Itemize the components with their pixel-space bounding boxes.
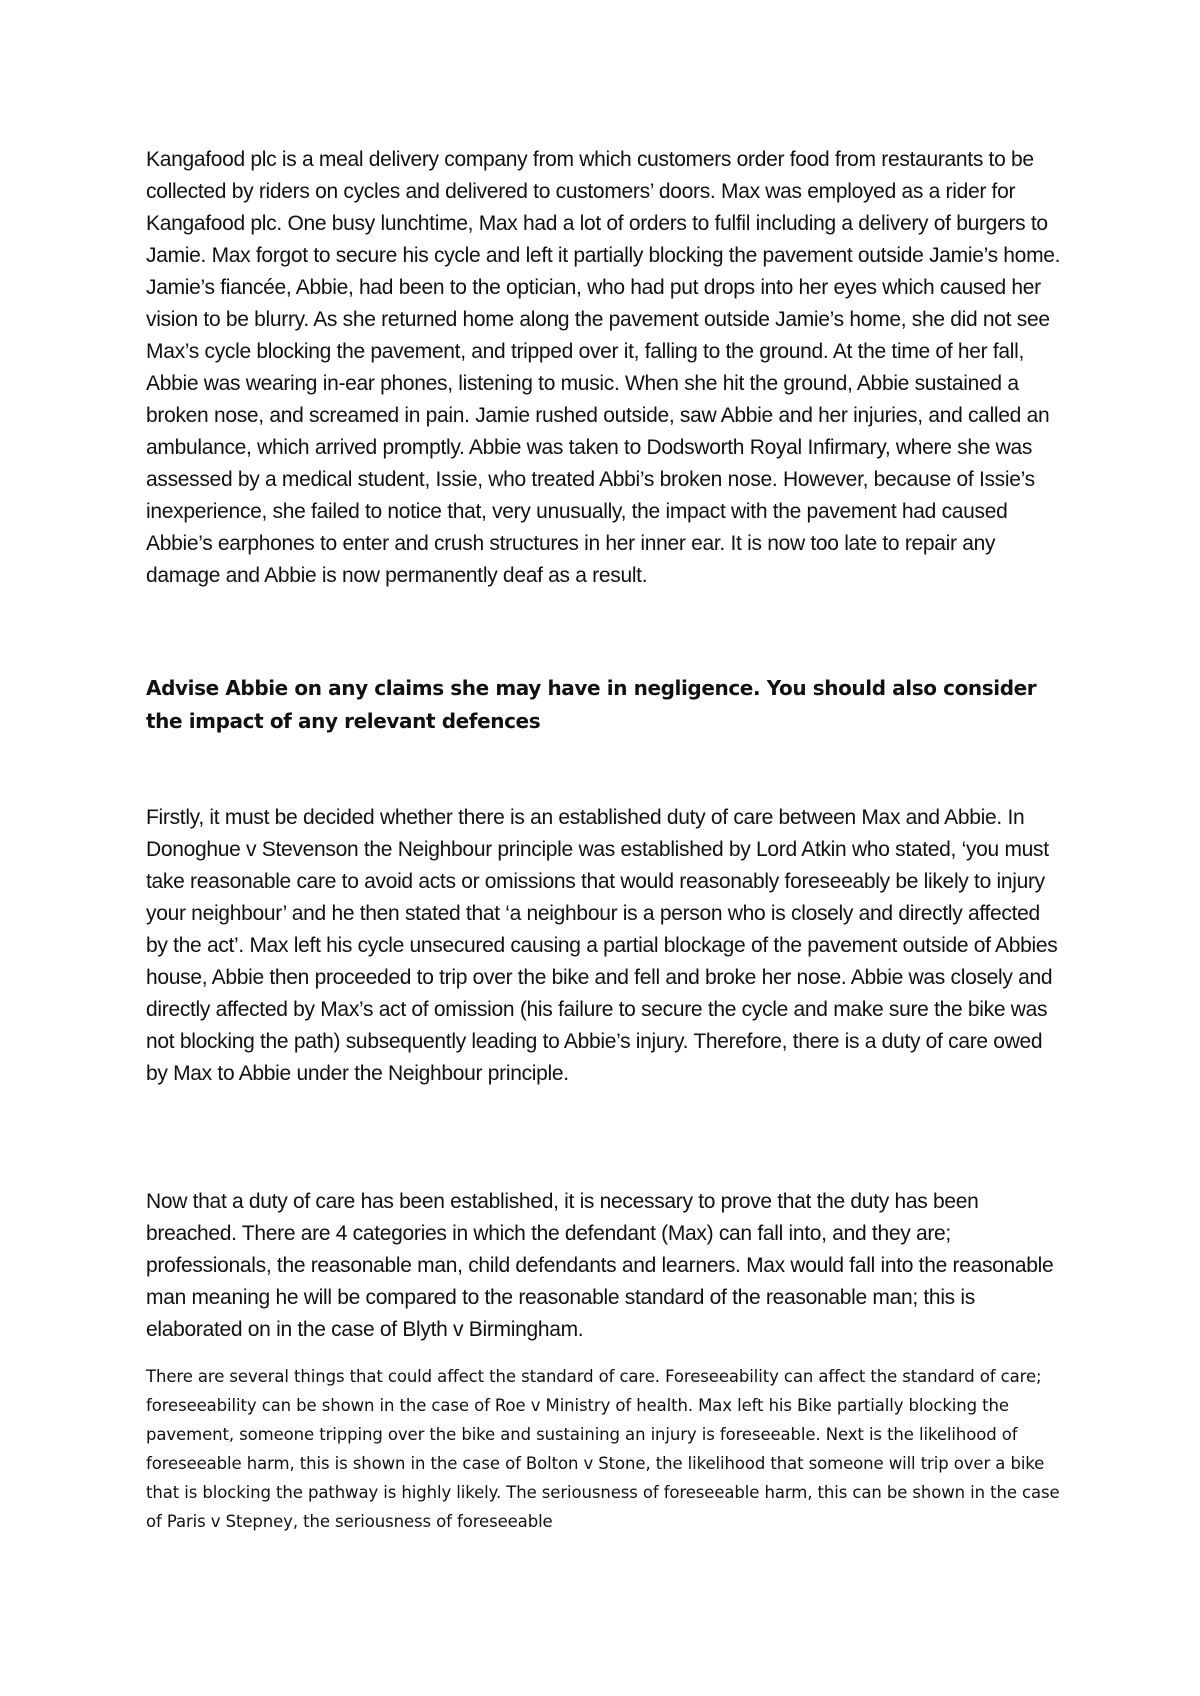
breach-of-duty-paragraph: Now that a duty of care has been established, it is necessary to prove that the duty has been breached. There are 4 categories in which the defendant (Max) can fall into, and they are; professionals, the reasonable man, child defendants and learners. Max would fall into the reasonable man meaning he will be compared to the reasonable standard of the reasonable man; this is elaborated on in the case of Blyth v Birmingham. (146, 1190, 1054, 1341)
duty-of-care-paragraph: Firstly, it must be decided whether there is an established duty of care between Max and Abbie. In Donoghue v Stevenson the Neighbour principle was established by Lord Atkin who stated, ‘you must take reasonable care to avoid acts or omissions that would reasonably foreseeably be likely to injury your neighbour’ and he then stated that ‘a neighbour is a person who is closely and directly affected by the act’. Max left his cycle unsecured causing a partial blockage of the pavement outside of Abbies house, Abbie then proceeded to trip over the bike and fell and broke her nose. Abbie was closely and directly affected by Max’s act of omission (his failure to secure the cycle and make sure the bike was not blocking the path) subsequently leading to Abbie’s injury. Therefore, there is a duty of care owed by Max to Abbie under the Neighbour principle. (146, 806, 1058, 1085)
scenario-paragraph: Kangafood plc is a meal delivery company from which customers order food from restaurants to be collected by riders on cycles and delivered to customers’ doors. Max was employed as a rider for Kangafood plc. One busy lunchtime, Max had a lot of orders to fulfil including a delivery of burgers to Jamie. Max forgot to secure his cycle and left it partially blocking the pavement outside Jamie’s home. Jamie’s fiancée, Abbie, had been to the optician, who had put drops into her eyes which caused her vision to be blurry. As she returned home along the pavement outside Jamie’s home, she did not see Max’s cycle blocking the pavement, and tripped over it, falling to the ground. At the time of her fall, Abbie was wearing in-ear phones, listening to music. When she hit the ground, Abbie sustained a broken nose, and screamed in pain. Jamie rushed outside, saw Abbie and her injuries, and called an ambulance, which arrived promptly. Abbie was taken to Dodsworth Royal Infirmary, where she was assessed by a medical student, Issie, who treated Abbi’s broken nose. However, because of Issie’s inexperience, she failed to notice that, very unusually, the impact with the pavement had caused Abbie’s earphones to enter and crush structures in her inner ear. It is now too late to repair any damage and Abbie is now permanently deaf as a result. (146, 148, 1061, 587)
question-heading: Advise Abbie on any claims she may have in negligence. You should also consider the impact of any relevant defences (146, 676, 1037, 733)
standard-of-care-paragraph: There are several things that could affect the standard of care. Foreseeability can affect the standard of care; foreseeability can be shown in the case of Roe v Ministry of health. Max left his Bike partially blocking the pavement, someone tripping over the bike and sustaining an injury is foreseeable. Next is the likelihood of foreseeable harm, this is shown in the case of Bolton v Stone, the likelihood that someone will trip over a bike that is blocking the pathway is highly likely. The seriousness of foreseeable harm, this can be shown in the case of Paris v Stepney, the seriousness of foreseeable (146, 1367, 1060, 1531)
